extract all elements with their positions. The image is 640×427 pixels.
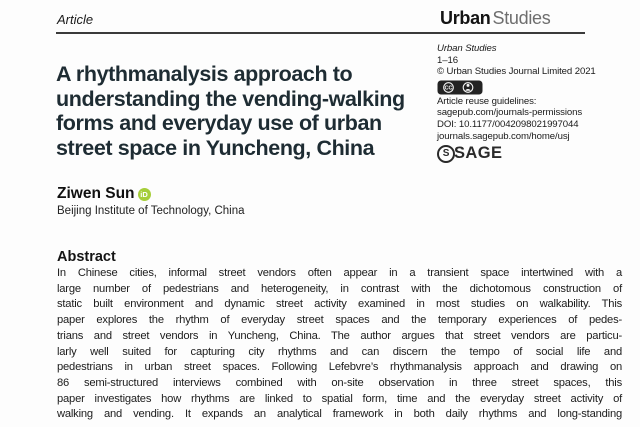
citation-journal-name: Urban Studies [437,43,497,54]
author-name: Ziwen Sun [57,185,135,202]
author-affiliation: Beijing Institute of Technology, China [57,205,245,217]
sage-logo [437,145,596,163]
article-type-label: Article [57,12,94,27]
abstract-line: walking and vending. It expands an analytical framework in both daily rhythms and long-standing [57,408,622,421]
citation-page-range: 1–16 [437,54,458,66]
permissions-link[interactable]: sagepub.com/journals-permissions [437,107,583,119]
title-line: A rhythmanalysis approach to [56,62,353,86]
abstract-line: paper explores the rhythm of everyday street spaces and the temporary experiences of pedes- [57,314,622,327]
article-title [56,62,405,160]
abstract-heading: Abstract [57,249,116,265]
cc-by-badge-icon [437,80,483,95]
abstract-line: 86 semi-structured interviews combined with on-site observation in three street spaces, this [57,376,622,389]
abstract-line: larly well suited for capturing city rhythms and can discern the tempo of social life and [57,345,622,358]
svg-text:CC: CC [444,85,453,92]
author-line [57,185,151,203]
orcid-id-icon[interactable]: iD [138,188,151,201]
journal-logo-urban: Urban [440,8,491,28]
abstract-line: large number of pedestrians and heterogeneity, in contrast with the dichotomous construction of [57,282,622,295]
abstract-text [57,266,622,423]
abstract-line: pedestrians in urban street spaces. Following Lefebvre’s rhythmanalysis approach and drawing on [57,361,622,374]
journal-logo-studies: Studies [492,8,551,28]
title-line: forms and everyday use of urban [56,111,382,135]
abstract-line: In Chinese cities, informal street vendors often appear in a transient space intertwined with a [57,267,622,279]
header-divider-rule [56,32,585,34]
journal-logo [440,8,550,29]
title-line: street space in Yuncheng, China [56,135,375,160]
title-line: understanding the vending-walking [56,86,405,111]
doi-text[interactable]: DOI: 10.1177/0042098021997044 [437,118,579,130]
sage-wordmark: SAGE [454,144,503,163]
abstract-line: paper investigates how rhythms are linked to spatial form, time and the everyday street activity of [57,392,622,405]
citation-block [437,43,596,163]
citation-copyright: © Urban Studies Journal Limited 2021 [437,66,596,78]
abstract-line: trians and street vendors in Yuncheng, China. The author argues that street vendors are particu- [57,329,622,342]
reuse-guidelines-label: Article reuse guidelines: [437,95,537,107]
journal-url-link[interactable]: journals.sagepub.com/home/usj [437,130,570,142]
sage-s-icon: S [437,145,455,163]
abstract-line: static built environment and dynamic street activity examined in most studies on walkability. This [57,298,622,311]
